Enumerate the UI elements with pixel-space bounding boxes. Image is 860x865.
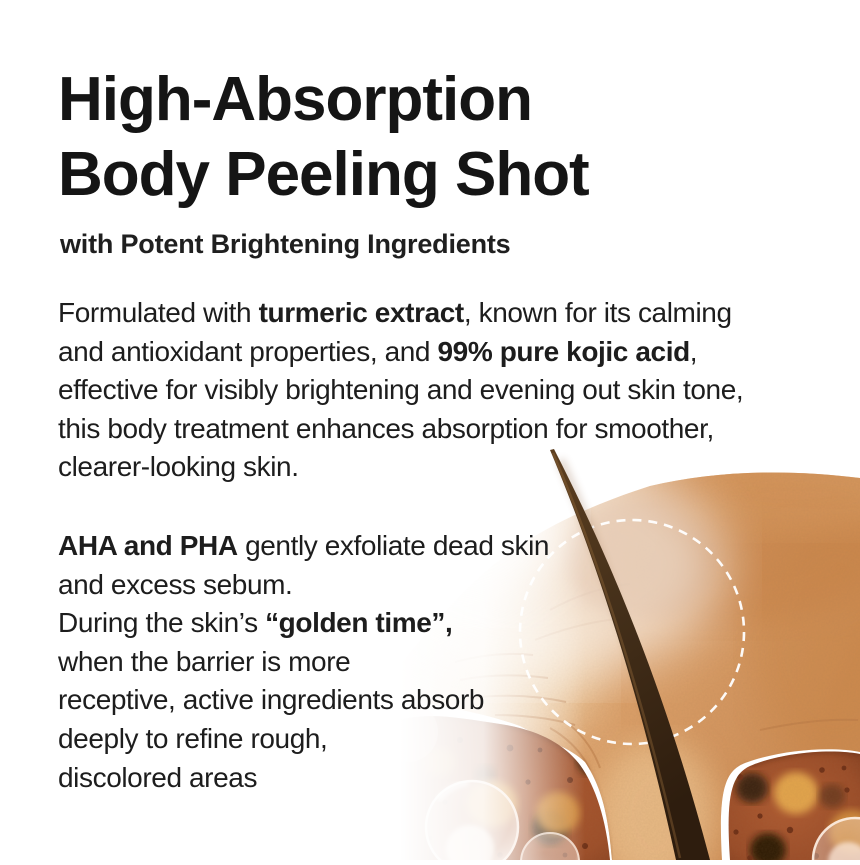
title-line-1: High-Absorption xyxy=(58,65,533,134)
title-line-2: Body Peeling Shot xyxy=(58,140,589,209)
description-paragraph-1: Formulated with turmeric extract, known for its calming and antioxidant properties, and 99% pure kojic acid, effective for visibly brightening and evening out skin tone, this body treatment enhances absorption for smoother, clearer-looking skin. xyxy=(58,297,744,483)
skin-cross-section-svg xyxy=(400,430,860,860)
skin-illustration xyxy=(400,430,860,860)
description-paragraph-2: AHA and PHA gently exfoliate dead skin and excess sebum. During the skin’s “golden time”, when the barrier is more receptive, active ingredients absorb deeply to refine rough, discolored areas xyxy=(58,530,550,793)
subtitle: with Potent Brightening Ingredients xyxy=(60,229,511,259)
page-title xyxy=(58,62,589,212)
